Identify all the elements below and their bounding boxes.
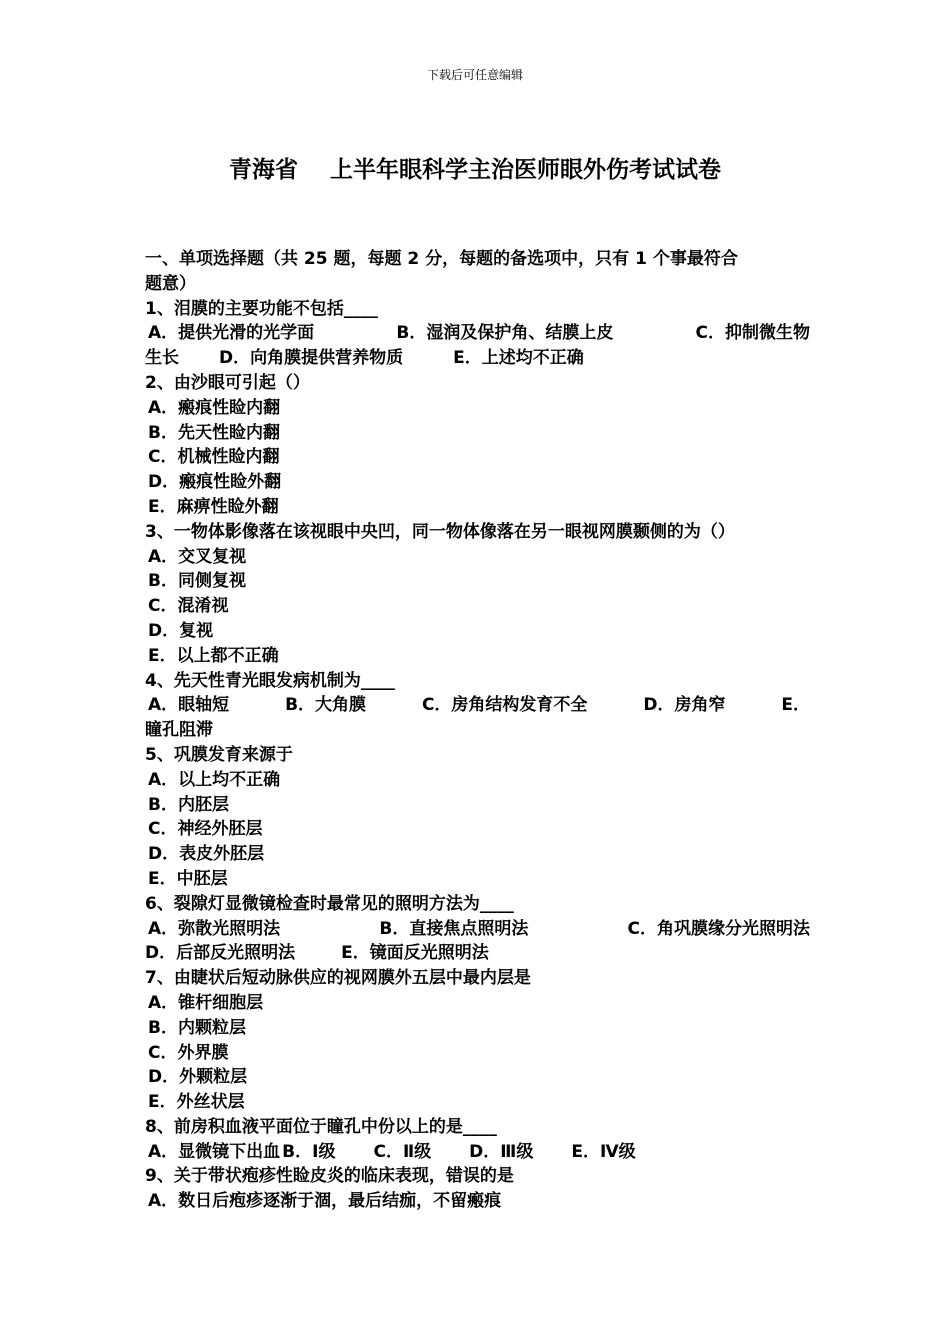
option-b: B．大角膜	[285, 695, 367, 716]
option-e: E．	[781, 695, 810, 716]
option-e: E．镜面反光照明法	[341, 943, 489, 964]
option-d: D．表皮外胚层	[148, 844, 265, 865]
option-a: A．弥散光照明法	[148, 918, 281, 939]
question-stem: 1、泪膜的主要功能不包括____	[145, 298, 378, 319]
option-b: B．Ⅰ级	[282, 1141, 336, 1162]
option-d: D．后部反光照明法	[145, 943, 296, 964]
option-row	[145, 917, 810, 942]
option-a: A．眼轴短	[148, 695, 230, 716]
option-row	[145, 693, 810, 718]
option-a: A．锥杆细胞层	[148, 992, 264, 1013]
option-e: E．麻痹性睑外翻	[148, 496, 279, 517]
option-e: E．Ⅳ级	[571, 1141, 636, 1162]
option-b: B．先天性睑内翻	[148, 422, 280, 443]
option-c: C．混淆视	[148, 596, 229, 617]
option-e: E．中胚层	[148, 868, 228, 889]
option-c: C．Ⅱ级	[373, 1141, 432, 1162]
option-c-cont: 生长	[145, 348, 179, 369]
option-e: E．上述均不正确	[453, 348, 584, 369]
option-e-cont: 瞳孔阻滞	[145, 720, 213, 741]
option-b: B．同侧复视	[148, 571, 246, 592]
option-a: A．显微镜下出血	[148, 1141, 281, 1162]
document-title: 青海省 上半年眼科学主治医师眼外伤考试试卷	[228, 157, 722, 183]
option-a: A．提供光滑的光学面	[148, 323, 315, 344]
option-b: B．内颗粒层	[148, 1017, 246, 1038]
option-c: C．抑制微生物	[695, 323, 810, 344]
section-heading: 一、单项选择题（共 25 题，每题 2 分，每题的备选项中，只有 1 个事最符合	[145, 249, 738, 269]
option-row	[145, 1140, 810, 1165]
question-stem: 8、前房积血液平面位于瞳孔中份以上的是____	[145, 1116, 497, 1137]
question-stem: 4、先天性青光眼发病机制为____	[145, 670, 395, 691]
question-stem: 6、裂隙灯显微镜检查时最常见的照明方法为____	[145, 893, 514, 914]
question-stem: 2、由沙眼可引起（）	[145, 372, 310, 393]
option-c: C．神经外胚层	[148, 819, 263, 840]
question-stem: 9、关于带状疱疹性睑皮炎的临床表现，错误的是	[145, 1166, 514, 1187]
option-row	[145, 321, 810, 346]
option-c: C．机械性睑内翻	[148, 447, 280, 468]
option-a: A．瘢痕性睑内翻	[148, 397, 281, 418]
option-b: B．湿润及保护角、结膜上皮	[396, 323, 614, 344]
option-e: E．以上都不正确	[148, 645, 279, 666]
section-heading-cont: 题意）	[145, 273, 196, 294]
header-note: 下载后可任意编辑	[426, 68, 523, 82]
option-d: D．Ⅲ级	[469, 1141, 534, 1162]
option-d: D．外颗粒层	[148, 1067, 248, 1088]
question-stem: 3、一物体影像落在该视眼中央凹，同一物体像落在另一眼视网膜颞侧的为（）	[145, 521, 735, 542]
option-c: C．房角结构发育不全	[421, 695, 588, 716]
option-d: D．房角窄	[643, 695, 726, 716]
option-d: D．复视	[148, 620, 214, 641]
option-a: A．交叉复视	[148, 546, 247, 567]
exam-content	[145, 247, 810, 1214]
option-row	[145, 346, 810, 371]
option-d: D．瘢痕性睑外翻	[148, 472, 282, 493]
question-stem: 5、巩膜发育来源于	[145, 744, 293, 765]
option-a: A．数日后疱疹逐渐于涸，最后结痂，不留瘢痕	[148, 1191, 502, 1212]
option-c: C．外界膜	[148, 1042, 229, 1063]
option-e: E．外丝状层	[148, 1092, 245, 1113]
option-d: D．向角膜提供营养物质	[219, 348, 404, 369]
option-b: B．内胚层	[148, 794, 229, 815]
option-row	[145, 941, 810, 966]
option-b: B．直接焦点照明法	[379, 918, 529, 939]
question-stem: 7、由睫状后短动脉供应的视网膜外五层中最内层是	[145, 968, 531, 989]
option-c: C．角巩膜缘分光照明法	[627, 918, 810, 939]
option-a: A．以上均不正确	[148, 769, 281, 790]
